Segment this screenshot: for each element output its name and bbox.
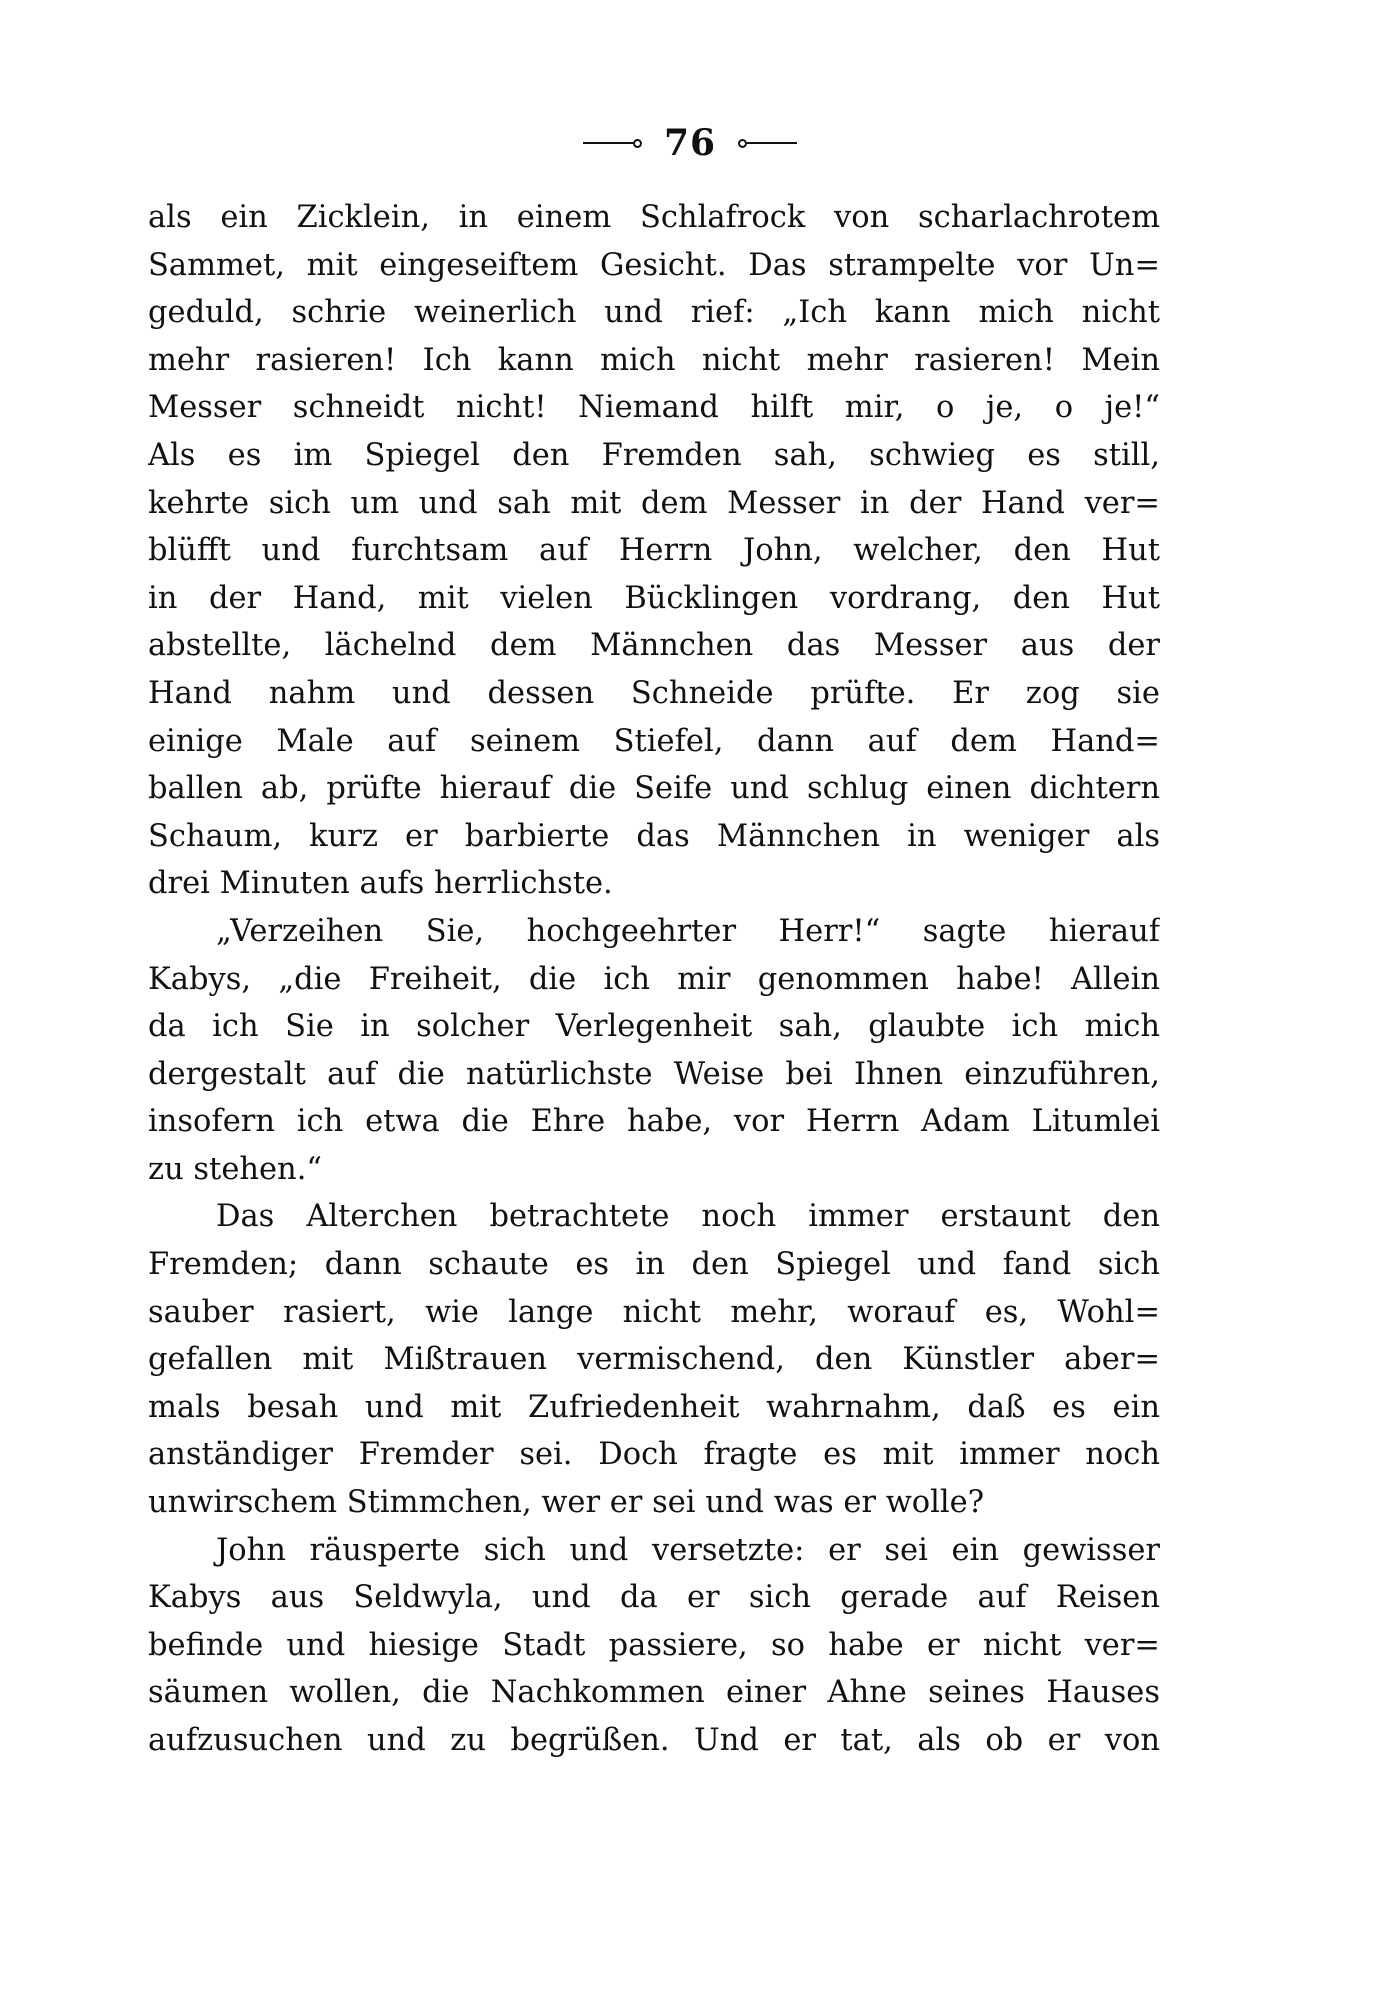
text-line: ballen ab, prüfte hierauf die Seife und schlug einen dichtern [148,771,1160,807]
text-line: Das Alterchen betrachtete noch immer erstaunt den [216,1199,1160,1235]
text-line: sauber rasiert, wie lange nicht mehr, worauf es, Wohl= [148,1294,1160,1330]
text-line: John räusperte sich und versetzte: er sei ein gewisser [216,1532,1160,1568]
page-number: 76 [663,122,717,164]
text-line: Kabys aus Seldwyla, und da er sich gerade auf Reisen [148,1580,1160,1616]
right-ornament-rule [738,139,797,148]
page-header [0,118,1380,168]
text-line: mals besah und mit Zufriedenheit wahrnahm, daß es ein [148,1389,1160,1425]
text-line: insofern ich etwa die Ehre habe, vor Herrn Adam Litumlei [148,1104,1160,1140]
body-text [148,194,1160,1765]
text-line: „Verzeihen Sie, hochgeehrter Herr!“ sagte hierauf [216,913,1160,949]
text-line: als ein Zicklein, in einem Schlafrock von scharlachrotem [148,200,1160,235]
text-line: unwirschem Stimmchen, wer er sei und was er wolle? [148,1485,985,1521]
text-line: Fremden; dann schaute es in den Spiegel und fand sich [148,1247,1160,1283]
text-line: anständiger Fremder sei. Doch fragte es mit immer noch [148,1437,1160,1473]
text-line: da ich Sie in solcher Verlegenheit sah, glaubte ich mich [148,1009,1160,1045]
text-line: in der Hand, mit vielen Bücklingen vordrang, den Hut [148,580,1160,616]
rule-line [583,142,633,144]
ring-ornament-icon [738,139,747,148]
text-line: Schaum, kurz er barbierte das Männchen in weniger als [148,818,1160,854]
text-line: einige Male auf seinem Stiefel, dann auf dem Hand= [148,723,1160,759]
text-line: abstellte, lächelnd dem Männchen das Messer aus der [148,628,1160,664]
text-line: kehrte sich um und sah mit dem Messer in der Hand ver= [148,485,1160,521]
text-line: drei Minuten aufs herrlichste. [148,866,613,902]
text-line: säumen wollen, die Nachkommen einer Ahne seines Hauses [148,1675,1160,1711]
left-ornament-rule [583,139,642,148]
text-line: geduld, schrie weinerlich und rief: „Ich kann mich nicht [148,295,1160,331]
text-line: Hand nahm und dessen Schneide prüfte. Er zog sie [148,675,1160,711]
ring-ornament-icon [633,139,642,148]
text-line: dergestalt auf die natürlichste Weise bei Ihnen einzuführen, [148,1056,1160,1092]
text-line: zu stehen.“ [148,1151,322,1187]
text-line: gefallen mit Mißtrauen vermischend, den Künstler aber= [148,1342,1160,1378]
text-line: befinde und hiesige Stadt passiere, so habe er nicht ver= [148,1627,1160,1663]
text-line: Kabys, „die Freiheit, die ich mir genommen habe! Allein [148,961,1160,997]
text-line: Sammet, mit eingeseiftem Gesicht. Das strampelte vor Un= [148,247,1160,283]
text-line: Als es im Spiegel den Fremden sah, schwieg es still, [148,437,1160,473]
text-line: Messer schneidt nicht! Niemand hilft mir, o je, o je!“ [148,390,1160,426]
text-line: mehr rasieren! Ich kann mich nicht mehr rasieren! Mein [148,342,1160,378]
text-line: blüfft und furchtsam auf Herrn John, welcher, den Hut [148,533,1160,569]
text-line: aufzusuchen und zu begrüßen. Und er tat, als ob er von [148,1723,1160,1758]
rule-line [747,142,797,144]
